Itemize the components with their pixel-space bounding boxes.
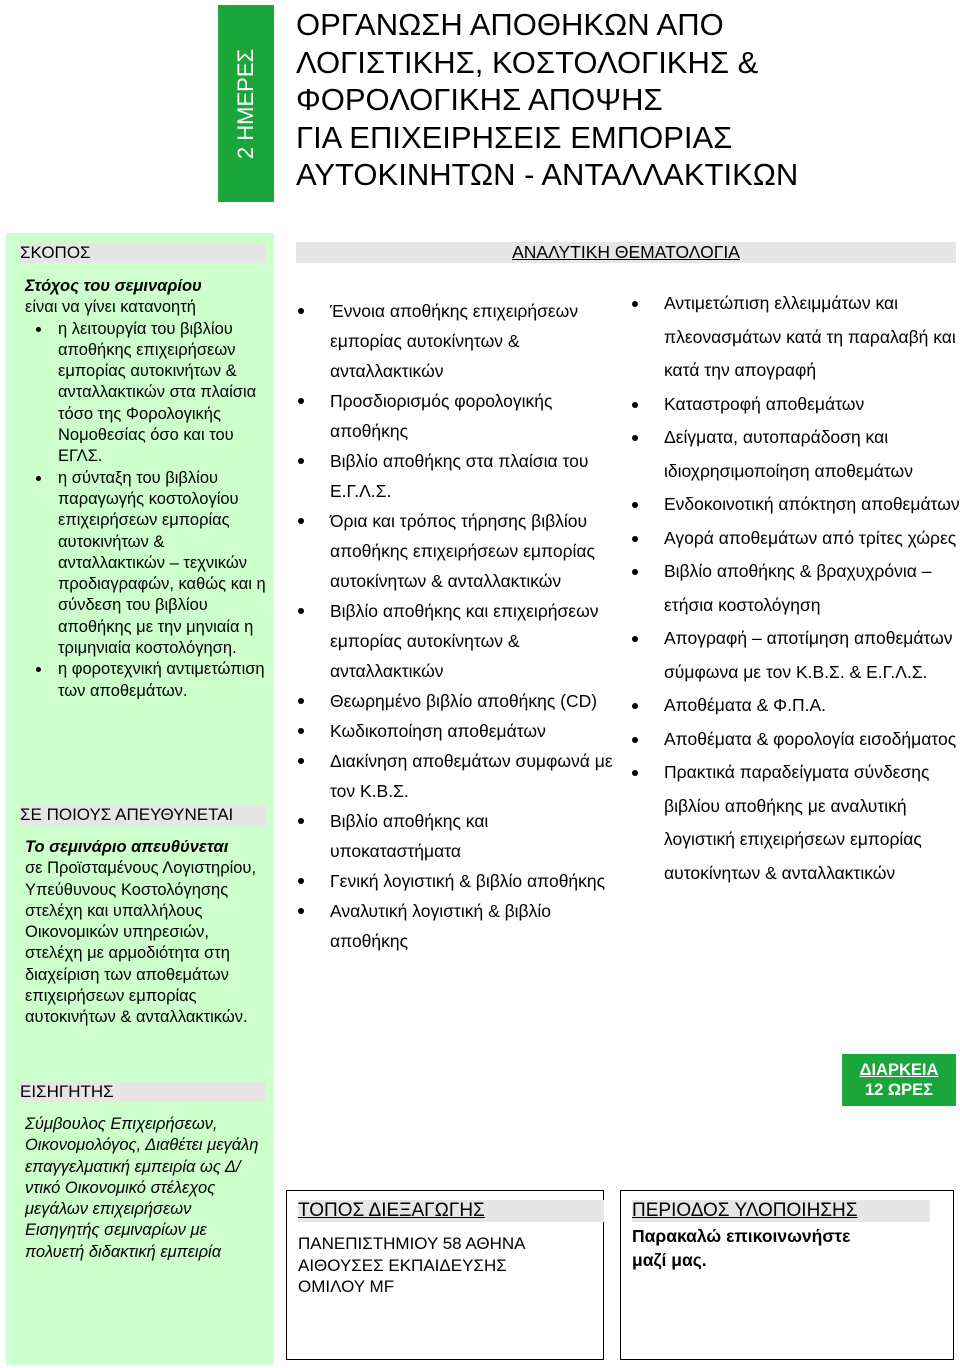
scope-section — [25, 276, 270, 702]
syllabus-column-1 — [296, 296, 616, 956]
syllabus-item: Πρακτικά παραδείγματα σύνδεσης βιβλίου αποθήκης με αναλυτική λογιστική επιχειρήσεων εμπορίας αυτοκίνητων & ανταλλακτικών — [630, 756, 960, 890]
page-title — [296, 6, 936, 194]
duration-label: ΔΙΑΡΚΕΙΑ — [859, 1061, 939, 1079]
syllabus-item: Έννοια αποθήκης επιχειρήσεων εμπορίας αυτοκίνητων & ανταλλακτικών — [296, 296, 616, 386]
syllabus-column-2 — [630, 287, 960, 890]
syllabus-item: Γενική λογιστική & βιβλίο αποθήκης — [296, 866, 616, 896]
syllabus-item: Διακίνηση αποθεμάτων συμφωνά με τον Κ.Β.Σ. — [296, 746, 616, 806]
scope-list — [25, 319, 270, 702]
syllabus-item: Βιβλίο αποθήκης και επιχειρήσεων εμπορίας αυτοκίνητων & ανταλλακτικών — [296, 596, 616, 686]
venue-line: ΠΑΝΕΠΙΣΤΗΜΙΟΥ 58 ΑΘΗΝΑ — [298, 1234, 526, 1253]
syllabus-item: Αγορά αποθεμάτων από τρίτες χώρες — [630, 522, 960, 556]
scope-item: η φοροτεχνική αντιμετώπιση των αποθεμάτων. — [25, 659, 270, 702]
period-line: μαζί μας. — [632, 1250, 707, 1270]
syllabus-item: Προσδιορισμός φορολογικής αποθήκης — [296, 386, 616, 446]
syllabus-item: Αντιμετώπιση ελλειμμάτων και πλεονασμάτων κατά τη παραλαβή και κατά την απογραφή — [630, 287, 960, 388]
audience-lead: Το σεμινάριο απευθύνεται — [25, 838, 229, 856]
venue-address — [298, 1233, 526, 1298]
title-line: ΟΡΓΑΝΩΣΗ ΑΠΟΘΗΚΩΝ ΑΠΟ — [296, 7, 724, 42]
audience-text: σε Προϊσταμένους Λογιστηρίου, Υπεύθυνους Κοστολόγησης στελέχη και υπαλλήλους Οικονομικών υπηρεσιών, στελέχη με αρμοδιότητα στη διαχείριση των αποθεμάτων επιχειρήσεων εμπορίας αυτοκινήτων & ανταλλακτικών. — [25, 859, 257, 1027]
speaker-text: Σύμβουλος Επιχειρήσεων, Οικονομολόγος, Διαθέτει μεγάλη επαγγελματική εμπειρία ως Δ/ντικό Οικονομικό στέλεχος μεγάλων επιχειρήσεων Εισηγητής σεμιναρίων με πολυετή διδακτική εμπειρία — [25, 1115, 259, 1261]
syllabus-item: Δείγματα, αυτοπαράδοση και ιδιοχρησιμοποίηση αποθεμάτων — [630, 421, 960, 488]
scope-heading: ΣΚΟΠΟΣ — [20, 243, 266, 263]
title-line: ΑΥΤΟΚΙΝΗΤΩΝ - ΑΝΤΑΛΛΑΚΤΙΚΩΝ — [296, 157, 799, 192]
syllabus-item: Απογραφή – αποτίμηση αποθεμάτων σύμφωνα με τον Κ.Β.Σ. & Ε.Γ.Λ.Σ. — [630, 622, 960, 689]
venue-line: ΟΜΙΛΟΥ MF — [298, 1277, 395, 1296]
goal-title: Στόχος του σεμιναρίου — [25, 277, 202, 295]
title-line: ΛΟΓΙΣΤΙΚΗΣ, ΚΟΣΤΟΛΟΓΙΚΗΣ & — [296, 44, 759, 80]
scope-intro: είναι να γίνει κατανοητή — [25, 298, 196, 317]
period-heading: ΠΕΡΙΟΔΟΣ ΥΛΟΠΟΙΗΣΗΣ — [632, 1200, 930, 1222]
period-box — [620, 1190, 954, 1360]
syllabus-item: Αποθέματα & Φ.Π.Α. — [630, 689, 960, 723]
audience-heading: ΣΕ ΠΟΙΟΥΣ ΑΠΕΥΘΥΝΕΤΑΙ — [20, 805, 266, 825]
venue-line: ΑΙΘΟΥΣΕΣ ΕΚΠΑΙΔΕΥΣΗΣ — [298, 1255, 507, 1275]
syllabus-heading: ΑΝΑΛΥΤΙΚΗ ΘΕΜΑΤΟΛΟΓΙΑ — [296, 242, 956, 263]
days-tab — [218, 5, 274, 202]
syllabus-item: Ενδοκοινοτική απόκτηση αποθεμάτων — [630, 488, 960, 522]
venue-box — [286, 1190, 604, 1360]
period-text — [632, 1224, 850, 1272]
syllabus-item: Αποθέματα & φορολογία εισοδήματος — [630, 723, 960, 757]
syllabus-item: Βιβλίο αποθήκης & βραχυχρόνια – ετήσια κοστολόγηση — [630, 555, 960, 622]
syllabus-item: Βιβλίο αποθήκης και υποκαταστήματα — [296, 806, 616, 866]
period-line: Παρακαλώ επικοινωνήστε — [632, 1226, 851, 1246]
days-label: 2 ΗΜΕΡΕΣ — [233, 48, 258, 159]
syllabus-item: Αναλυτική λογιστική & βιβλίο αποθήκης — [296, 896, 616, 956]
duration-hours: 12 ΩΡΕΣ — [864, 1081, 934, 1099]
syllabus-item: Όρια και τρόπος τήρησης βιβλίου αποθήκης επιχειρήσεων εμπορίας αυτοκίνητων & ανταλλακτικών — [296, 506, 616, 596]
title-line: ΓΙΑ ΕΠΙΧΕΙΡΗΣΕΙΣ ΕΜΠΟΡΙΑΣ — [296, 119, 733, 155]
scope-item: η λειτουργία του βιβλίου αποθήκης επιχειρήσεων εμπορίας αυτοκινήτων & ανταλλακτικών στα πλαίσια τόσο της Φορολογικής Νομοθεσίας όσο και του ΕΓΛΣ. — [25, 319, 270, 468]
syllabus-item: Βιβλίο αποθήκης στα πλαίσια του Ε.Γ.Λ.Σ. — [296, 446, 616, 506]
venue-heading: ΤΟΠΟΣ ΔΙΕΞΑΓΩΓΗΣ — [298, 1200, 604, 1222]
speaker-heading: ΕΙΣΗΓΗΤΗΣ — [20, 1082, 266, 1102]
info-sidebar — [6, 233, 274, 1365]
title-line: ΦΟΡΟΛΟΓΙΚΗΣ ΑΠΟΨΗΣ — [296, 82, 663, 117]
syllabus-item: Κωδικοποίηση αποθεμάτων — [296, 716, 616, 746]
audience-section — [25, 837, 270, 1029]
syllabus-item: Θεωρημένο βιβλίο αποθήκης (CD) — [296, 686, 616, 716]
duration-badge — [842, 1054, 956, 1106]
syllabus-item: Καταστροφή αποθεμάτων — [630, 388, 960, 422]
scope-item: η σύνταξη του βιβλίου παραγωγής κοστολογίου επιχειρήσεων εμπορίας αυτοκινήτων & ανταλλακτικών – τεχνικών προδιαγραφών, καθώς και η σύνδεση του βιβλίου αποθήκης με την μηνιαία η τριμηνιαία κοστολόγηση. — [25, 468, 270, 660]
